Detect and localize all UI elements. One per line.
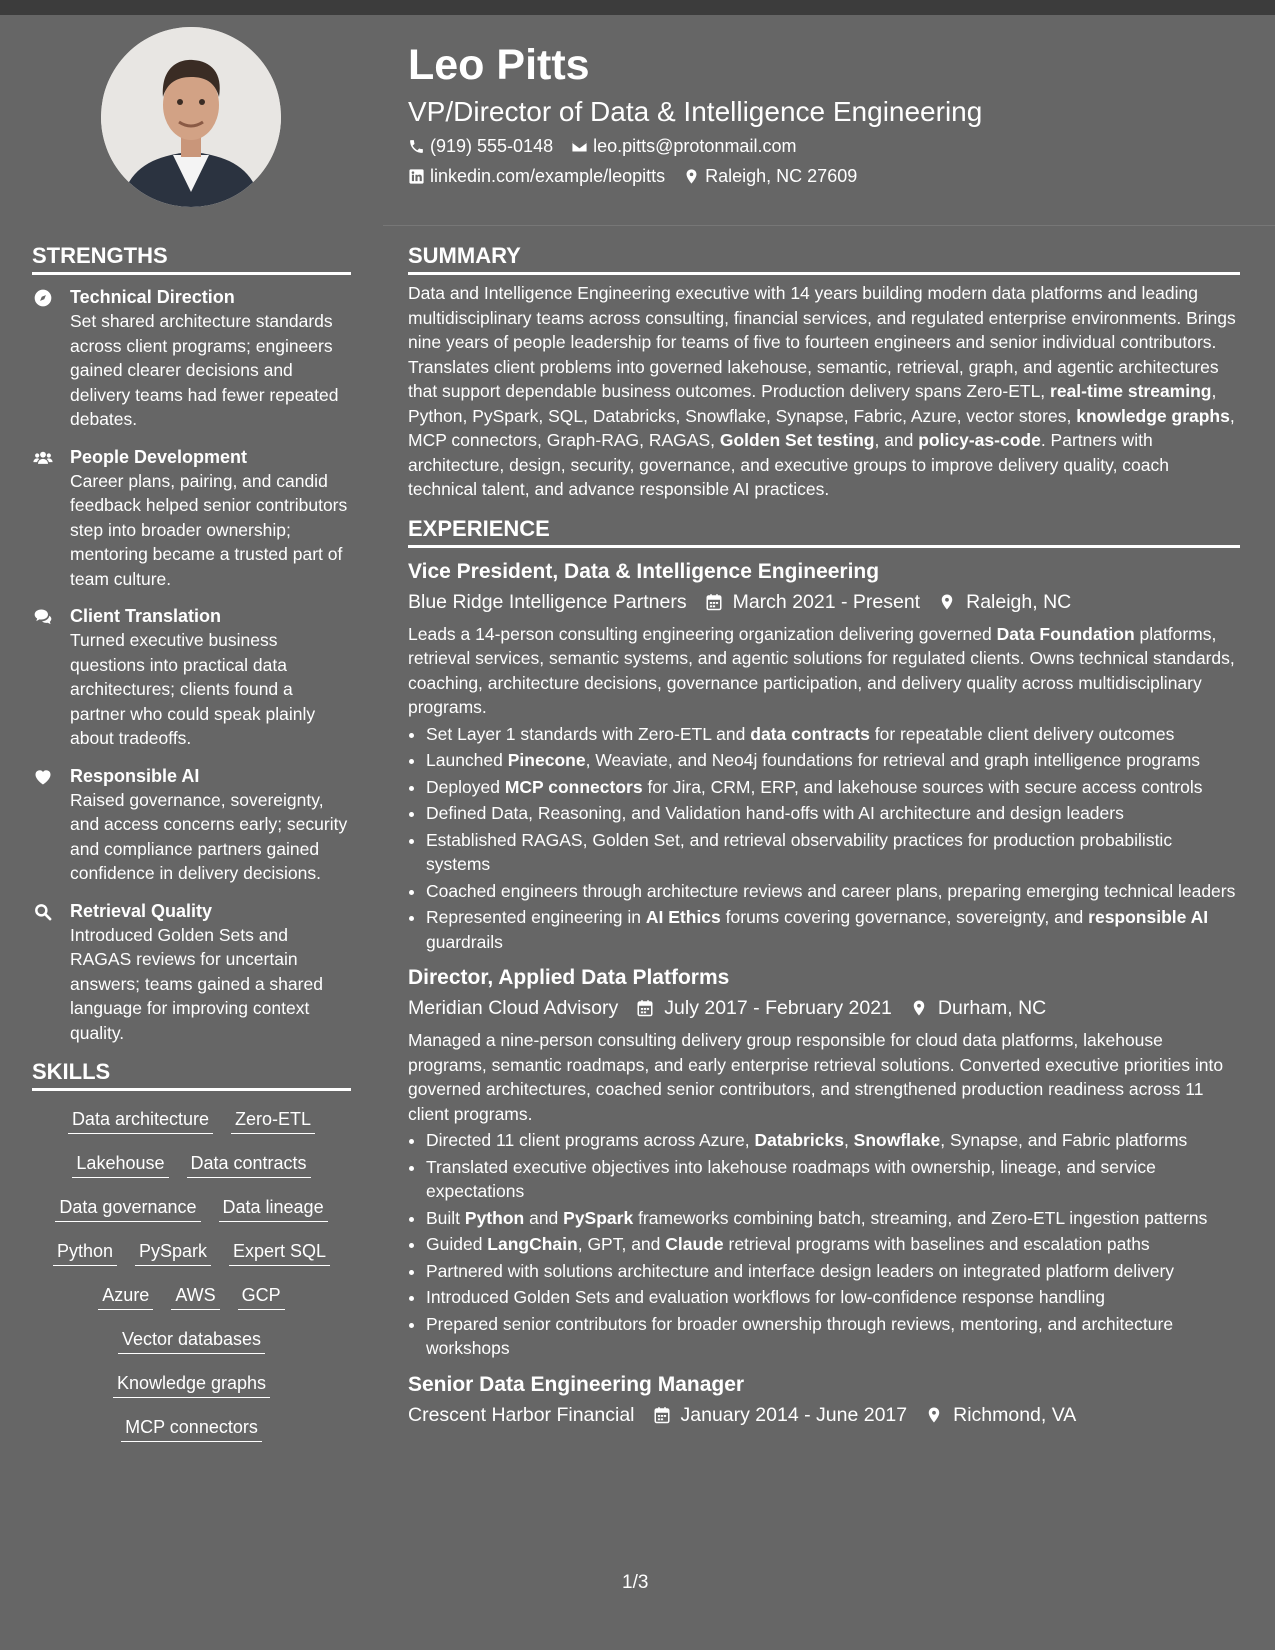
job-title: Vice President, Data & Intelligence Engineering [408, 559, 880, 583]
job-location [910, 994, 1046, 1022]
contact-row-2 [408, 164, 875, 188]
strength-item [32, 899, 351, 1046]
calendar-icon [636, 999, 654, 1017]
page-number: 1/3 [622, 1572, 649, 1593]
email-contact[interactable] [571, 134, 796, 158]
skill-row [32, 1283, 351, 1310]
candidate-title: VP/Director of Data & Intelligence Engineering [408, 96, 983, 127]
skill-tag: Python [53, 1239, 117, 1266]
skill-row [32, 1239, 351, 1266]
bold-term: Snowflake [853, 1130, 941, 1150]
job-description: Managed a nine-person consulting delivery group responsible for cloud data platforms, lakehouse programs, semantic roadmaps, and early enterprise retrieval solutions. Converted executive priorities into governed architectures, coached senior contributors, and strengthened production readiness across 11 client programs. [408, 1030, 1224, 1124]
person-portrait-icon [101, 27, 281, 207]
strength-item [32, 764, 351, 886]
job-description: Leads a 14-person consulting engineering organization delivering governed Data Foundation platforms, retrieval services, semantic systems, and agentic solutions for regulated clients. Owns technical standards, coaching, architecture decisions, governance participation, and delivery quality across multidisciplinary programs. [408, 623, 1235, 717]
job-dates [653, 1401, 908, 1429]
calendar-icon [653, 1406, 671, 1424]
bold-term: real-time streaming [1050, 381, 1212, 401]
skill-tag: Lakehouse [72, 1151, 168, 1178]
heart-icon [33, 767, 53, 787]
bold-term: Python [464, 1207, 525, 1228]
contact-row-1 [408, 134, 814, 158]
calendar-icon [705, 593, 723, 611]
bold-term: Claude [665, 1234, 724, 1254]
strength-desc: Raised governance, sovereignty, and access concerns early; security and compliance partners gained confidence in delivery decisions. [70, 789, 348, 883]
map-pin-icon [938, 593, 956, 611]
job-company: Crescent Harbor Financial [408, 1403, 635, 1426]
skill-tag: AWS [171, 1283, 219, 1310]
strength-title: Responsible AI [70, 765, 200, 786]
list-item: • Guided LangChain, GPT, and Claude retrieval programs with baselines and escalation paths [426, 1232, 1240, 1257]
bold-term: knowledge graphs [1076, 405, 1230, 426]
linkedin-contact[interactable] [408, 164, 665, 188]
location-contact [683, 164, 857, 188]
strength-title: Retrieval Quality [70, 900, 213, 921]
job-dates [636, 994, 892, 1022]
bold-term: Pinecone [507, 750, 586, 770]
map-pin-icon [910, 999, 928, 1017]
list-item: • Deployed MCP connectors for Jira, CRM, ERP, and lakehouse sources with secure access controls [426, 775, 1240, 800]
job-dates-text: July 2017 - February 2021 [664, 997, 892, 1019]
bold-term: Databricks [754, 1130, 844, 1150]
job-location [938, 588, 1071, 616]
compass-icon [33, 288, 53, 308]
envelope-icon [571, 138, 588, 155]
linkedin-text: linkedin.com/example/leopitts [430, 166, 666, 186]
summary-text: Data and Intelligence Engineering executive with 14 years building modern data platforms and leading multidisciplinary teams across consulting, financial services, and regulated enterprise environments. Brings nine years of people leadership for teams of five to fourteen engineers and senior individual contributors. Translates client problems into governed lakehouse, semantic, retrieval, graph, and agentic architectures that support dependable business outcomes. Production delivery spans Zero-ETL, real-time streaming, Python, PySpark, SQL, Databricks, Snowflake, Synapse, Fabric, Azure, vector stores, knowledge graphs, MCP connectors, Graph-RAG, RAGAS, Golden Set testing, and policy-as-code. Partners with architecture, design, security, governance, and executive groups to improve delivery quality, coach technical talent, and advance responsible AI practices. [408, 283, 1236, 499]
list-item: • Built Python and PySpark frameworks combining batch, streaming, and Zero-ETL ingestion patterns [426, 1206, 1240, 1231]
job-location-text: Durham, NC [937, 997, 1047, 1019]
experience-heading: EXPERIENCE [408, 516, 1240, 548]
search-icon [33, 902, 53, 922]
skill-tag: Data governance [55, 1195, 200, 1222]
phone-text: (919) 555-0148 [430, 136, 554, 156]
job-location-text: Raleigh, NC [966, 590, 1072, 613]
skill-tag: Azure [98, 1283, 153, 1310]
strengths-list [32, 285, 351, 1045]
job-bullets [408, 1128, 1240, 1361]
job-location-text: Richmond, VA [953, 1403, 1077, 1426]
bold-term: data contracts [750, 723, 870, 744]
list-item: • Partnered with solutions architecture and interface design leaders on integrated platform delivery [426, 1259, 1240, 1284]
linkedin-icon [408, 168, 425, 185]
skill-tag: GCP [238, 1283, 285, 1310]
comments-icon [33, 607, 53, 627]
phone-contact[interactable] [408, 134, 553, 158]
list-item: • Coached engineers through architecture reviews and career plans, preparing emerging technical leaders [426, 879, 1240, 904]
strength-title: Client Translation [70, 606, 222, 626]
list-item: • Prepared senior contributors for broader ownership through reviews, mentoring, and architecture workshops [426, 1312, 1240, 1361]
strength-desc: Introduced Golden Sets and RAGAS reviews for uncertain answers; teams gained a shared language for improving context quality. [70, 924, 323, 1043]
skill-row [32, 1327, 351, 1354]
skill-tag: MCP connectors [121, 1415, 262, 1442]
skill-tag: Data contracts [187, 1151, 311, 1178]
list-item: • Defined Data, Reasoning, and Validation hand-offs with AI architecture and design leaders [426, 801, 1240, 826]
job-entry [408, 1371, 1240, 1429]
list-item: • Represented engineering in AI Ethics forums covering governance, sovereignty, and responsible AI guardrails [426, 905, 1240, 954]
list-item: • Launched Pinecone, Weaviate, and Neo4j foundations for retrieval and graph intelligence programs [426, 748, 1240, 773]
skill-row [32, 1107, 351, 1134]
job-dates-text: January 2014 - June 2017 [680, 1403, 908, 1426]
candidate-name: Leo Pitts [408, 41, 590, 89]
bold-term: AI Ethics [645, 907, 721, 927]
job-entry [408, 558, 1240, 955]
left-column [32, 243, 351, 1442]
right-column [408, 243, 1240, 1429]
job-bullets [408, 722, 1240, 955]
job-entry [408, 964, 1240, 1361]
location-text: Raleigh, NC 27609 [705, 166, 858, 186]
skills-heading: SKILLS [32, 1059, 351, 1091]
list-item: • Set Layer 1 standards with Zero-ETL and data contracts for repeatable client delivery outcomes [426, 722, 1240, 747]
skill-tag: Knowledge graphs [113, 1371, 270, 1398]
job-meta [408, 994, 1240, 1022]
users-icon [33, 448, 53, 468]
viewer-top-bar [0, 0, 1275, 15]
skill-tag: Zero-ETL [231, 1107, 315, 1134]
profile-photo [101, 27, 281, 207]
header-divider [383, 225, 1275, 226]
strength-desc: Set shared architecture standards across client programs; engineers gained clearer decisions and delivery teams had fewer repeated debates. [70, 311, 339, 429]
job-title: Senior Data Engineering Manager [408, 1372, 745, 1396]
strength-title: Technical Direction [70, 287, 235, 307]
job-meta [408, 588, 1240, 616]
phone-icon [408, 138, 425, 155]
job-location [925, 1401, 1076, 1429]
list-item: • Directed 11 client programs across Azure, Databricks, Snowflake, Synapse, and Fabric platforms [426, 1128, 1240, 1153]
bold-term: LangChain [487, 1234, 578, 1254]
strengths-heading: STRENGTHS [32, 243, 351, 275]
skills-list [32, 1107, 351, 1442]
skill-tag: PySpark [135, 1239, 211, 1266]
strength-item [32, 445, 351, 592]
skill-row [32, 1371, 351, 1398]
job-meta [408, 1401, 1240, 1429]
skill-tag: Data architecture [68, 1107, 213, 1134]
bold-term: PySpark [563, 1207, 634, 1228]
bold-term: Golden Set testing [719, 430, 875, 450]
list-item: • Translated executive objectives into lakehouse roadmaps with ownership, lineage, and service expectations [426, 1155, 1240, 1204]
strength-desc: Turned executive business questions into practical data architectures; clients found a partner who could speak plainly about tradeoffs. [70, 630, 316, 748]
strength-desc: Career plans, pairing, and candid feedback helped senior contributors step into broader ownership; mentoring became a trusted part of team culture. [70, 470, 348, 589]
job-dates-text: March 2021 - Present [732, 590, 921, 613]
skill-row [32, 1151, 351, 1178]
skill-tag: Vector databases [118, 1327, 265, 1354]
experience-list [408, 558, 1240, 1429]
job-company: Blue Ridge Intelligence Partners [408, 590, 687, 613]
summary-heading: SUMMARY [408, 243, 1240, 275]
map-pin-icon [925, 1406, 943, 1424]
job-dates [705, 588, 921, 616]
email-text: leo.pitts@protonmail.com [593, 136, 797, 156]
skill-row [32, 1195, 351, 1222]
job-company: Meridian Cloud Advisory [408, 997, 619, 1019]
bold-term: Data Foundation [996, 623, 1135, 644]
skill-row [32, 1415, 351, 1442]
bold-term: responsible AI [1088, 907, 1209, 927]
bold-term: MCP connectors [504, 776, 643, 797]
strength-item [32, 604, 351, 751]
list-item: • Introduced Golden Sets and evaluation workflows for low-confidence response handling [426, 1285, 1240, 1310]
job-title: Director, Applied Data Platforms [408, 966, 730, 989]
list-item: • Established RAGAS, Golden Set, and retrieval observability practices for production probabilistic systems [426, 828, 1240, 877]
bold-term: policy-as-code [918, 430, 1041, 450]
strength-item [32, 285, 351, 432]
skill-tag: Data lineage [219, 1195, 328, 1222]
map-pin-icon [683, 168, 700, 185]
strength-title: People Development [70, 446, 248, 467]
skill-tag: Expert SQL [229, 1239, 330, 1266]
